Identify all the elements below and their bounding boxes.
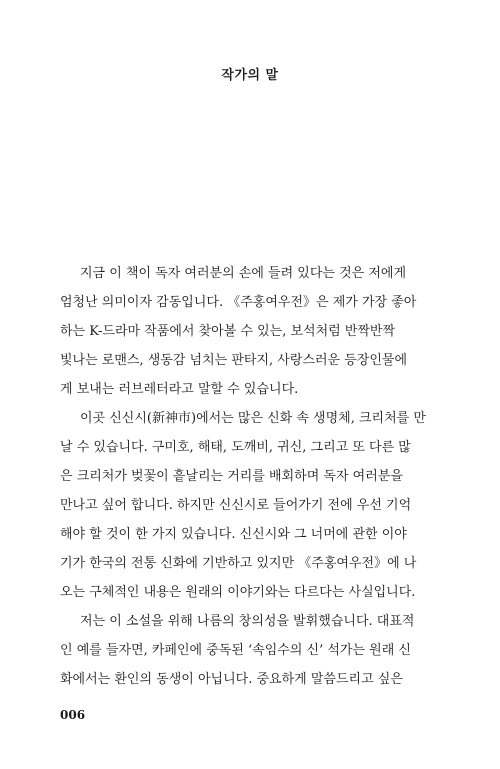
text-line: 만나고 싶어 합니다. 하지만 신신시로 들어가기 전에 우선 기억 [60, 498, 412, 513]
text-line: 엄청난 의미이자 감동입니다. 《주홍여우전》은 제가 가장 좋아 [60, 295, 417, 310]
text-line: 저는 이 소설을 위해 나름의 창의성을 발휘했습니다. 대표적 [80, 614, 415, 629]
text-line: 게 보내는 러브레터라고 말할 수 있습니다. [60, 382, 299, 397]
text-line: 지금 이 책이 독자 여러분의 손에 들려 있다는 것은 저에게 [80, 266, 407, 281]
text-line: 해야 할 것이 한 가지 있습니다. 신신시와 그 너머에 관한 이야 [60, 527, 407, 542]
text-line: 화에서는 환인의 동생이 아닙니다. 중요하게 말씀드리고 싶은 [60, 672, 403, 687]
text-line: 오는 구체적인 내용은 원래의 이야기와는 다르다는 사실입니다. [60, 585, 416, 600]
page-number: 006 [60, 708, 86, 722]
text-line: 빛나는 로맨스, 생동감 넘치는 판타지, 사랑스러운 등장인물에 [60, 353, 408, 368]
body-text [60, 259, 460, 694]
text-line: 은 크리처가 벚꽃이 흩날리는 거리를 배회하며 독자 여러분을 [60, 469, 403, 484]
text-line: 기가 한국의 전통 신화에 기반하고 있지만 《주홍여우전》에 나 [60, 556, 417, 571]
text-line: 날 수 있습니다. 구미호, 해태, 도깨비, 귀신, 그리고 또 다른 많 [60, 440, 411, 455]
section-heading: 작가의 말 [221, 68, 279, 83]
text-line: 이곳 신신시(新神市)에서는 많은 신화 속 생명체, 크리처를 만 [80, 411, 426, 426]
text-line: 인 예를 들자면, 카페인에 중독된 ‘속임수의 신’ 석가는 원래 신 [60, 643, 411, 658]
text-line: 하는 K-드라마 작품에서 찾아볼 수 있는, 보석처럼 반짝반짝 [60, 324, 396, 339]
